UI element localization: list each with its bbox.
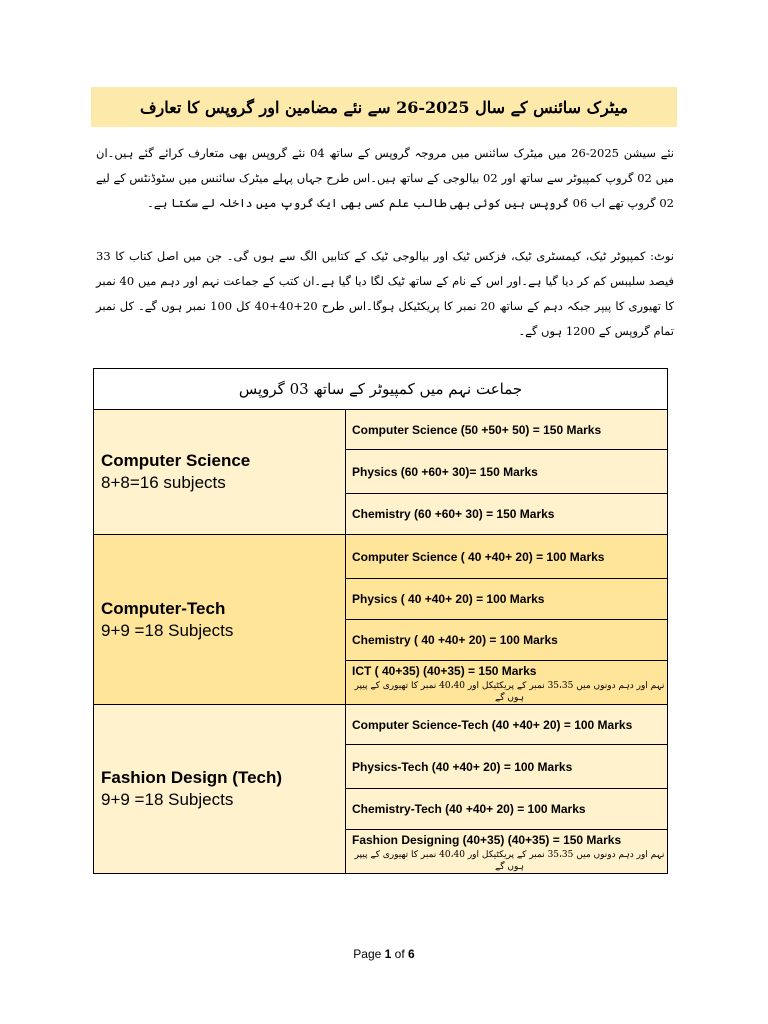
groups-table — [93, 368, 668, 874]
subject-row: Chemistry (60 +60+ 30) = 150 Marks — [346, 494, 668, 535]
group-name: Computer-Tech — [101, 598, 226, 618]
subject-row: Physics ( 40 +40+ 20) = 100 Marks — [346, 579, 668, 620]
table-heading: جماعت نہم میں کمپیوٹر کے ساتھ 03 گروپس — [94, 369, 668, 410]
note-paragraph: نوٹ: کمپیوٹر ٹیک، کیمسٹری ٹیک، فزکس ٹیک اور بیالوجی ٹیک کے کتابیں الگ سے ہوں گی۔ جن میں اصل کتاب کا 33 فیصد سلیبس کم کر دیا گیا ہے۔اور اس کے نام کے ساتھ ٹیک لگا دیا گیا ہے۔ان کتب کے جماعت نہم اور دہم میں 40 نمبر کا تھیوری کا پیپر جبکہ دہم کے ساتھ 20 نمبر کا پریکٹیکل ہوگا۔اس طرح 20+40+40 کل 100 نمبر ہوں گے۔ کل نمبر تمام گروپس کے 1200 ہوں گے۔ — [96, 249, 675, 338]
group-name: Computer Science — [101, 451, 251, 470]
footer-page-word: Page — [353, 947, 382, 961]
subject-row-text: Fashion Designing (40+35) (40+35) = 150 Marks — [352, 833, 622, 847]
intro-paragraph: نئے سیشن 2025-26 میں میٹرک سائنس میں مروجہ گروپس کے ساتھ 04 نئے گروپس بھی متعارف کرائے گئے ہیں۔ان میں 02 گروپ کمپیوٹر سے ساتھ اور 02 بیالوجی کے ساتھ ہیں۔اس طرح جہاں پہلے میٹرک سائنس میں سٹوڈنٹس کے لیے 02 گروپ تھے اب 06 گروپس ہیں کوئی بھی طالب علم کسی بھی ایک گروپ میں داخلہ لے سکتا ہے۔ — [96, 146, 675, 210]
group-subject-count: 9+9 =18 Subjects — [101, 620, 234, 640]
subject-row: Physics-Tech (40 +40+ 20) = 100 Marks — [346, 745, 668, 789]
page-title-text: میٹرک سائنس کے سال 2025-26 سے نئے مضامین اور گروپس کا تعارف — [139, 97, 629, 117]
group-cell-computer-tech — [94, 535, 346, 705]
subject-row: Computer Science-Tech (40 +40+ 20) = 100 Marks — [346, 705, 668, 745]
group-subject-count: 8+8=16 subjects — [101, 473, 226, 492]
footer-of-word: of — [394, 947, 405, 961]
subject-row: Chemistry-Tech (40 +40+ 20) = 100 Marks — [346, 789, 668, 830]
subject-row: Chemistry ( 40 +40+ 20) = 100 Marks — [346, 620, 668, 661]
subject-row: Computer Science ( 40 +40+ 20) = 100 Marks — [346, 535, 668, 579]
footer-page-number: 1 — [384, 947, 392, 961]
subject-note: نہم اور دہم دونوں میں 35،35 نمبر کے پریکٹیکل اور 40،40 نمبر کا تھیوری کے پیپر ہوں گے — [354, 681, 665, 703]
group-subject-count: 9+9 =18 Subjects — [101, 790, 234, 809]
subject-row — [346, 661, 668, 705]
subject-row: Computer Science (50 +50+ 50) = 150 Marks — [346, 410, 668, 450]
group-cell-fashion-design — [94, 705, 346, 874]
subject-row — [346, 830, 668, 874]
subject-row-text: ICT ( 40+35) (40+35) = 150 Marks — [352, 664, 537, 678]
page-footer — [0, 947, 768, 961]
footer-page-total: 6 — [408, 947, 415, 961]
group-cell-computer-science — [94, 410, 346, 535]
subject-note: نہم اور دہم دونوں میں 35،35 نمبر کے پریکٹیکل اور 40،40 نمبر کا تھیوری کے پیپر ہوں گے — [354, 850, 665, 872]
group-name: Fashion Design (Tech) — [101, 768, 283, 787]
subject-row: Physics (60 +60+ 30)= 150 Marks — [346, 450, 668, 494]
page-title — [91, 87, 677, 127]
